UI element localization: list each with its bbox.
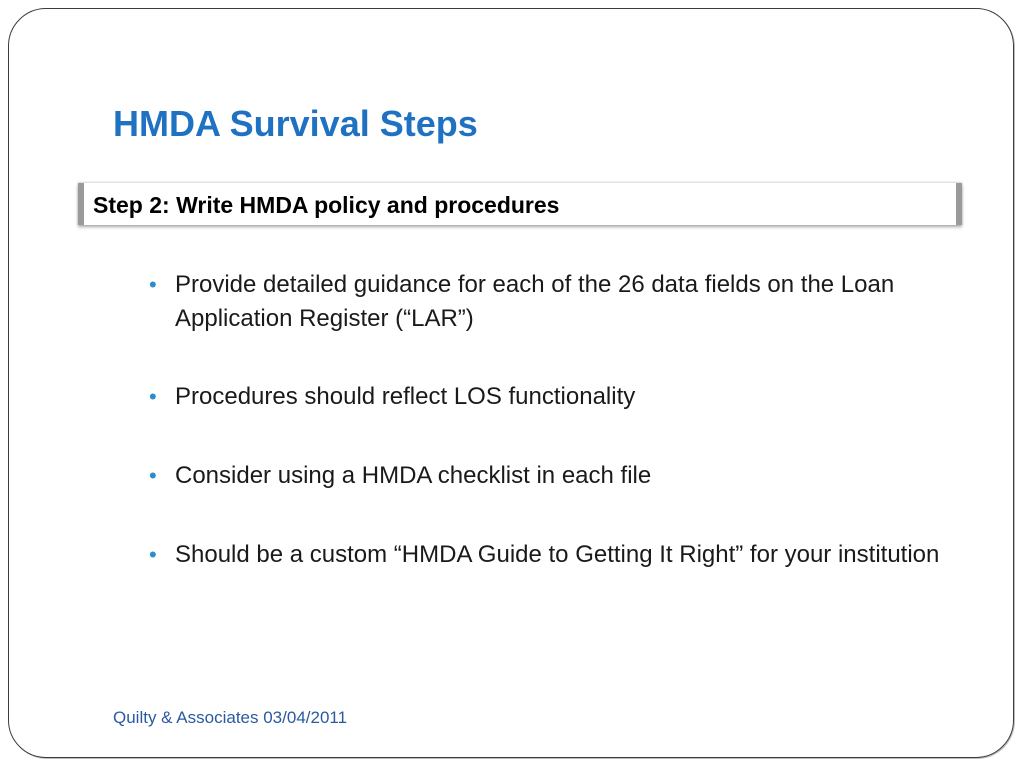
bullet-item xyxy=(147,380,967,414)
subtitle-text: Step 2: Write HMDA policy and procedures xyxy=(93,192,560,218)
bullet-text: Should be a custom “HMDA Guide to Getting It Right” for your institution xyxy=(175,541,940,568)
bullet-icon: • xyxy=(149,542,157,567)
bullet-text: Provide detailed guidance for each of the 26 data fields on the Loan Application Register (“LAR”) xyxy=(175,271,895,332)
bullet-list xyxy=(147,268,967,616)
bullet-icon: • xyxy=(149,272,157,297)
bullet-icon: • xyxy=(149,463,157,488)
bullet-text: Consider using a HMDA checklist in each file xyxy=(175,462,652,489)
bullet-item xyxy=(147,538,967,572)
footer-text: Quilty & Associates 03/04/2011 xyxy=(113,708,348,727)
bullet-text: Procedures should reflect LOS functionality xyxy=(175,383,636,410)
bullet-icon: • xyxy=(149,384,157,409)
bullet-item xyxy=(147,268,967,336)
bullet-item xyxy=(147,459,967,493)
slide-title: HMDA Survival Steps xyxy=(113,103,478,144)
subtitle-banner xyxy=(78,183,962,225)
